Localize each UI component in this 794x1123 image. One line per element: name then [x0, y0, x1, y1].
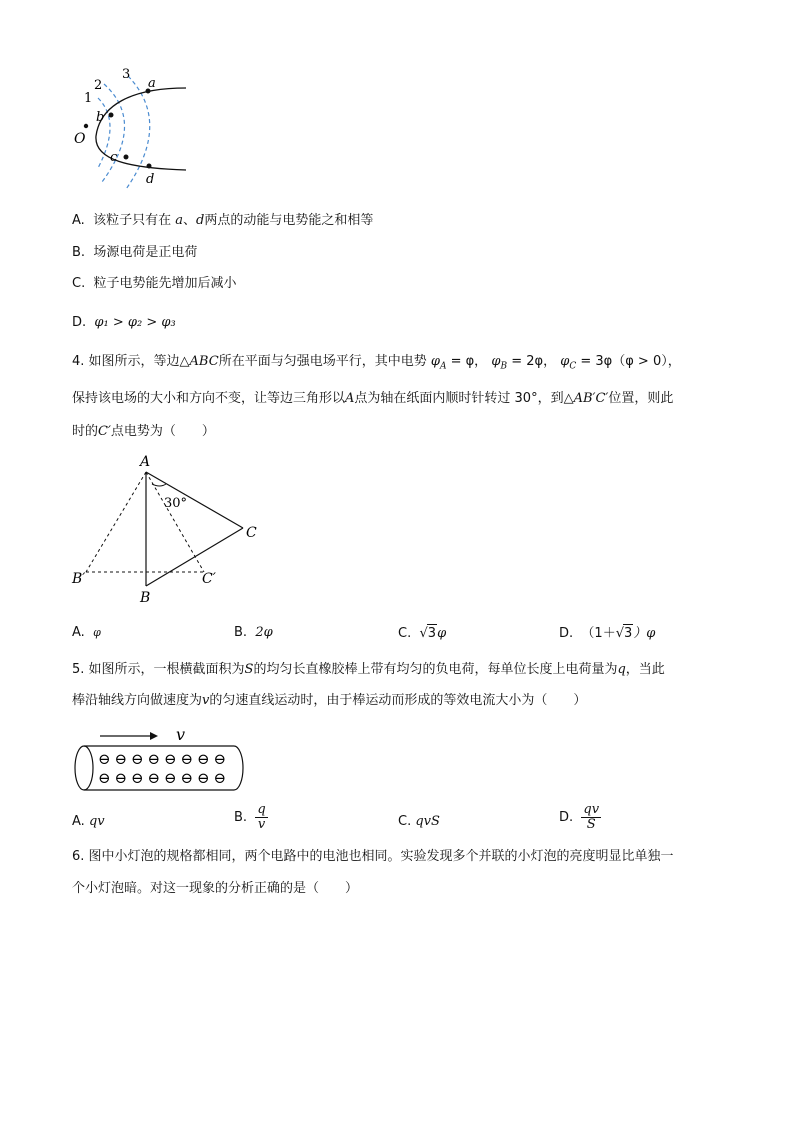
negative-charge: ⊖ [180, 769, 194, 787]
q3-option-a: A. 该粒子只有在 a、d两点的动能与电势能之和相等 [72, 213, 374, 228]
label-2: 2 [94, 78, 103, 93]
label-b: b [96, 110, 105, 125]
q4-stem-line-1: 4. 如图所示，等边△ABC所在平面与匀强电场平行，其中电势 $\varphi_A = \varphi$， $\varphi_B = 2\varphi$， $\varphi_C = 3\varphi(\varphi > 0)$， [72, 354, 681, 372]
label-C-prime: C′ [202, 571, 216, 587]
label-B-prime: B′ [72, 571, 86, 587]
velocity-arrowhead [150, 732, 158, 740]
label-A: A [140, 454, 151, 470]
label-a: a [148, 76, 156, 91]
label-C: C [246, 525, 257, 541]
q5-option-d: D. $\frac{qv}{S}$ [559, 802, 600, 832]
negative-charge: ⊖ [164, 769, 177, 787]
label-c: c [110, 150, 118, 165]
point-d [147, 164, 152, 169]
q4-stem-line-2: 保持该电场的大小和方向不变，让等边三角形以A点为轴在纸面内顺时针转过 30°，到△AB′C′位置，则此 [72, 391, 674, 406]
side-BC [146, 528, 243, 586]
negative-charge: ⊖ [98, 769, 111, 787]
velocity-label: v [176, 725, 186, 744]
q4-option-b: B. 2φ [234, 625, 273, 640]
point-O [84, 124, 88, 128]
equipotential-line-1 [98, 98, 110, 168]
equipotential-line-2 [102, 84, 125, 182]
angle-label: 30° [164, 496, 188, 511]
q3-option-c: C. 粒子电势能先增加后减小 [72, 276, 237, 291]
q4-option-a: A. φ [72, 625, 101, 640]
negative-charges [98, 750, 226, 787]
q5-option-c: C. qvS [398, 814, 440, 829]
negative-charge: ⊖ [114, 750, 128, 768]
negative-charge: ⊖ [213, 750, 227, 768]
negative-charge: ⊖ [131, 750, 144, 768]
label-d: d [146, 172, 155, 187]
q6-stem-line-2: 个小灯泡暗。对这一现象的分析正确的是（ ） [72, 881, 359, 896]
point-b [109, 113, 114, 118]
equipotential-line-3 [118, 76, 150, 190]
point-c [124, 155, 129, 160]
q5-option-a: A. qv [72, 814, 105, 829]
rod-left-end [75, 746, 93, 790]
label-3: 3 [122, 67, 131, 82]
triangle-figure [68, 450, 268, 610]
negative-charge: ⊖ [213, 769, 227, 787]
fraction-q-over-v: $\frac{q}{v}$ [257, 802, 266, 832]
q5-stem-line-1: 5. 如图所示，一根横截面积为S的均匀长直橡胶棒上带有均匀的负电荷，每单位长度上电荷量为q，当此 [72, 662, 665, 677]
fraction-qv-over-S: $\frac{qv}{S}$ [583, 802, 600, 832]
negative-charge: ⊖ [164, 750, 177, 768]
side-AC [146, 472, 243, 528]
q4-option-d: D. （1＋√3）φ [559, 626, 656, 641]
q4-stem-line-3: 时的C′点电势为（ ） [72, 424, 215, 439]
q6-stem-line-1: 6. 图中小灯泡的规格都相同，两个电路中的电池也相同。实验发现多个并联的小灯泡的亮度明显比单独一 [72, 849, 674, 864]
negative-charge: ⊖ [180, 750, 194, 768]
side-AB-prime [86, 472, 146, 572]
negative-charge: ⊖ [114, 769, 128, 787]
equipotential-figure [60, 60, 200, 190]
label-O: O [74, 131, 86, 147]
negative-charge: ⊖ [147, 769, 161, 787]
rod-right-end [234, 746, 243, 790]
negative-charge: ⊖ [197, 750, 210, 768]
negative-charge: ⊖ [147, 750, 161, 768]
charged-rod-figure [70, 722, 250, 794]
label-B: B [140, 590, 151, 606]
q5-stem-line-2: 棒沿轴线方向做速度为v的匀速直线运动时，由于棒运动而形成的等效电流大小为（ ） [72, 693, 587, 708]
q5-option-b: B. $\frac{q}{v}$ [234, 802, 266, 832]
negative-charge: ⊖ [131, 769, 144, 787]
angle-arc [152, 484, 166, 486]
label-1: 1 [84, 91, 93, 106]
side-AC-prime [146, 472, 204, 572]
q3-option-b: B. 场源电荷是正电荷 [72, 245, 198, 260]
negative-charge: ⊖ [98, 750, 111, 768]
q3-option-d: D. φ₁ > φ₂ > φ₃ [72, 315, 176, 330]
negative-charge: ⊖ [197, 769, 210, 787]
q4-option-c: C. √3φ [398, 626, 447, 641]
